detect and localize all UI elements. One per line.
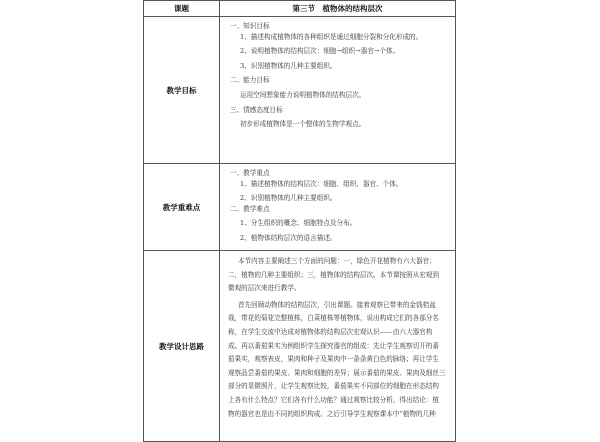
- objectives-line: 三、情感态度目标: [230, 105, 283, 114]
- objectives-cell: [220, 17, 456, 164]
- lesson-plan-table: [143, 0, 456, 442]
- topic-label: 课题: [144, 1, 220, 17]
- keypoints-row: [144, 164, 456, 251]
- objectives-line: 一、知识目标: [230, 22, 270, 30]
- objectives-line: 1、描述构成植物体的各种组织是通过细胞分裂和分化形成的。: [240, 32, 423, 41]
- design-line: 二，植物的几种主要组织；三，植物体的结构层次。本节课按照从宏观到: [228, 270, 439, 279]
- objectives-line: 二、能力目标: [230, 76, 270, 85]
- keypoints-line: 一、教学重点: [230, 169, 270, 177]
- design-line: 观察品尝番茄的果皮、果肉和细胞的差异；展示番茄的果皮、果肉及细丝三: [228, 368, 446, 377]
- design-line: 上各有什么特点？它们各有什么功能？通过观察比较分析，得出结论：植: [228, 395, 439, 404]
- keypoints-line: 1、分生组织的概念、细胞特点及分布。: [240, 219, 357, 228]
- design-line: 部分的显微照片，让学生观察比较，番茄果实不同部位的细胞在形态结构: [228, 382, 439, 391]
- design-row: [144, 251, 456, 442]
- keypoints-label: 教学重难点: [144, 164, 220, 251]
- keypoints-cell: [220, 164, 456, 251]
- lesson-title: 第三节 植物体的结构层次: [220, 1, 456, 17]
- keypoints-line: 二、教学难点: [230, 204, 270, 213]
- design-line: 栽，带花的菊花完整植株，白菜植株等植物体，说出构成它们的各部分名: [228, 314, 439, 323]
- design-line: 物的器官也是由不同的组织构成。之后引导学生观察课本中“植物的几种: [228, 409, 436, 418]
- design-cell: [220, 251, 456, 442]
- design-line: 茄果实，观察表皮，果肉和种子及果肉中一条条黄白色的脉络；再让学生: [228, 355, 439, 364]
- document-page: [143, 0, 456, 418]
- objectives-row: [144, 17, 456, 164]
- objectives-label: 教学目标: [144, 17, 220, 164]
- keypoints-line: 2、识别植物体的几种主要组织。: [240, 194, 337, 203]
- objectives-line: 初步形成植物体是一个整体的生物学观点。: [240, 120, 366, 129]
- keypoints-line: 2、植物体结构层次的语言描述。: [240, 233, 337, 242]
- design-line: 首先回顾动物体的结构层次，引出课题。接着观察已带来的金钱桔盆: [238, 300, 436, 309]
- design-line: 微观的层次来进行教学。: [228, 284, 301, 293]
- keypoints-line: 1、描述植物体的结构层次：细胞、组织、器官、个体。: [240, 179, 403, 188]
- objectives-line: 3、识别植物体的几种主要组织。: [240, 61, 337, 70]
- design-line: 称，在学生交流中达成对植物体的结构层次宏观认识——由六大器官构: [228, 327, 433, 336]
- objectives-line: 2、说明植物体的结构层次：细胞→组织→器官→个体。: [240, 47, 400, 56]
- header-row: [144, 1, 456, 17]
- design-label: 教学设计思路: [144, 251, 220, 442]
- design-line: 成。再以番茄果实为例组织学生探究器官的组成：先让学生观察切开的番: [228, 341, 439, 350]
- design-line: 本节内容主要阐述三个方面的问题：一，绿色开花植物有六大器官；: [238, 257, 436, 265]
- objectives-line: 运用空间想象能力说明植物体的结构层次。: [240, 90, 366, 99]
